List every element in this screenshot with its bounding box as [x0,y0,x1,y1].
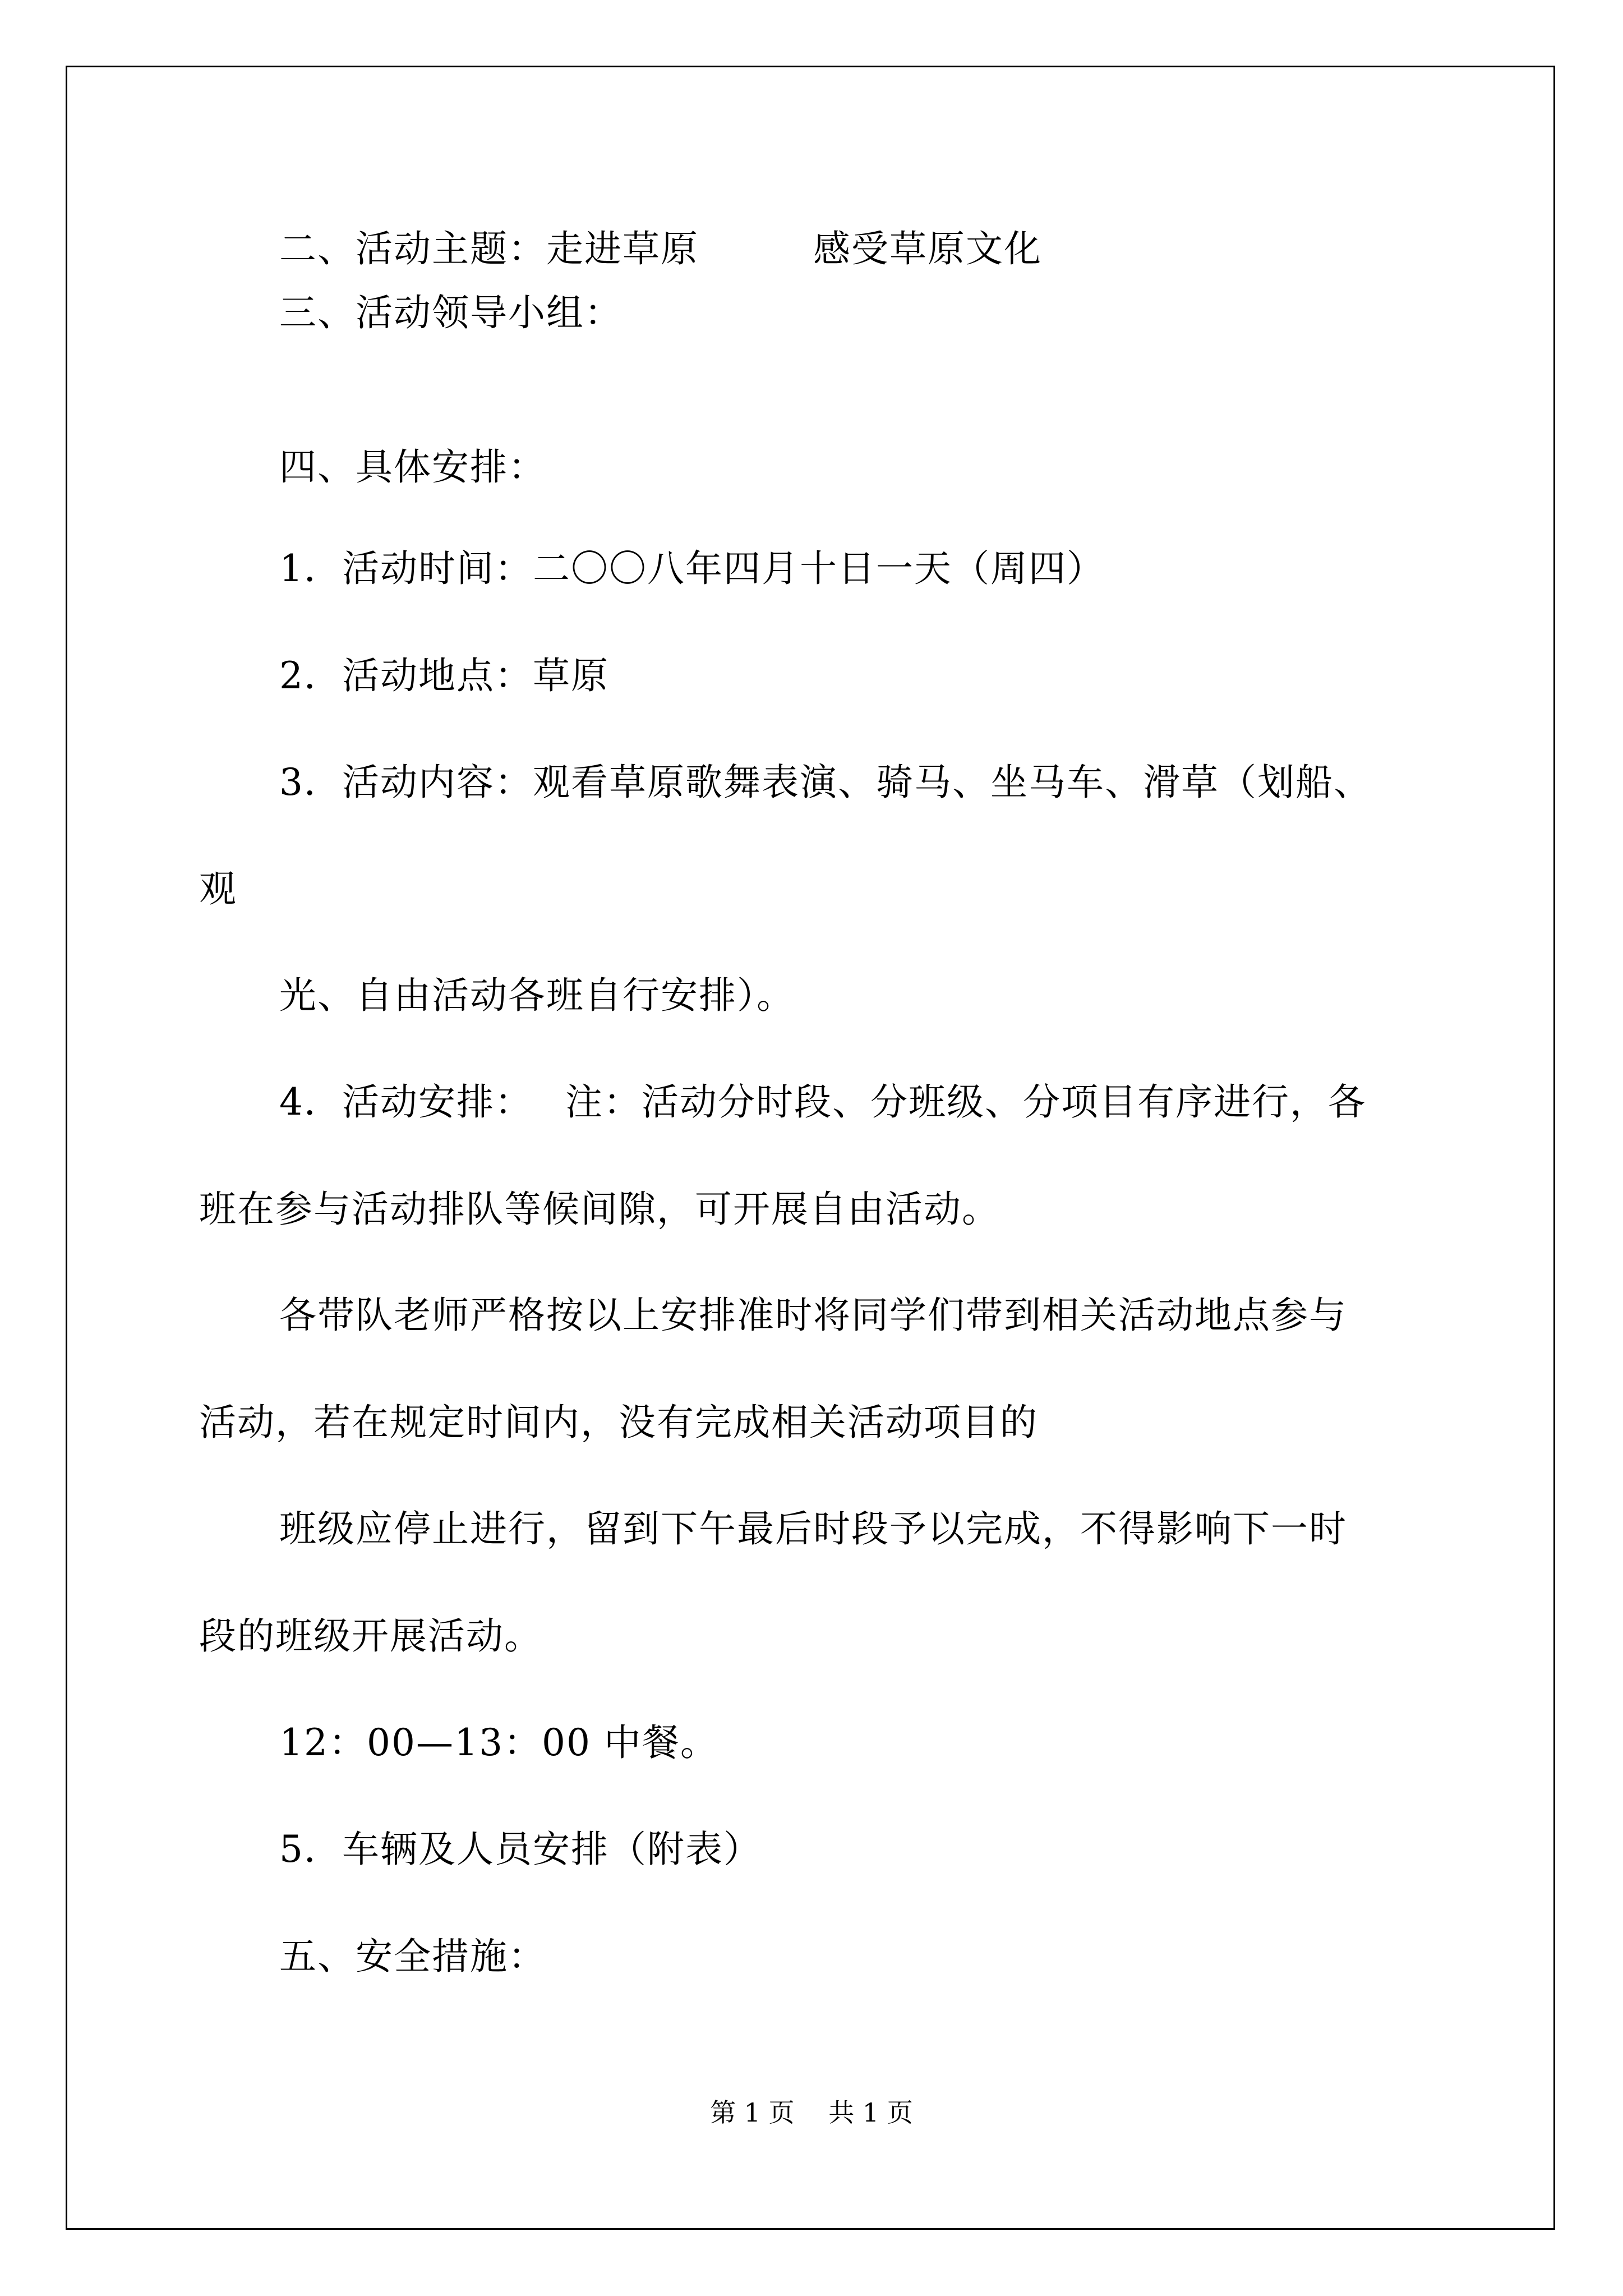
item-3-content: 3．活动内容：观看草原歌舞表演、骑马、坐马车、滑草（划船、 [279,761,1372,804]
class-stop-instruction: 班级应停止进行，留到下午最后时段予以完成，不得影响下一时 [279,1507,1347,1550]
item-3-content-continued: 光、自由活动各班自行安排）。 [279,974,795,1017]
teacher-instruction: 各带队老师严格按以上安排准时将同学们带到相关活动地点参与 [279,1294,1347,1337]
item-4-schedule-continued: 班在参与活动排队等候间隙，可开展自由活动。 [199,1188,1000,1231]
item-2-location: 2．活动地点：草原 [279,654,609,697]
page-border [66,66,1555,2230]
lunch-time: 12：00—13：00 中餐。 [279,1721,718,1764]
item-3-content-wrap: 观 [199,867,237,910]
item-5-vehicles-personnel: 5．车辆及人员安排（附表） [279,1828,762,1871]
class-stop-instruction-continued: 段的班级开展活动。 [199,1614,542,1658]
item-4-schedule: 4．活动安排： 注：活动分时段、分班级、分项目有序进行，各 [279,1080,1366,1124]
teacher-instruction-continued: 活动，若在规定时间内，没有完成相关活动项目的 [199,1401,1038,1444]
page-number-footer: 第 1 页 共 1 页 [710,2097,913,2128]
section-4-arrangements: 四、具体安排： [279,445,546,489]
section-3-leadership-group: 三、活动领导小组： [279,291,623,334]
section-2-theme: 二、活动主题：走进草原 感受草原文化 [279,227,1042,270]
section-5-safety-measures: 五、安全措施： [279,1935,546,1978]
item-1-time: 1．活动时间：二〇〇八年四月十日一天（周四） [279,547,1105,590]
